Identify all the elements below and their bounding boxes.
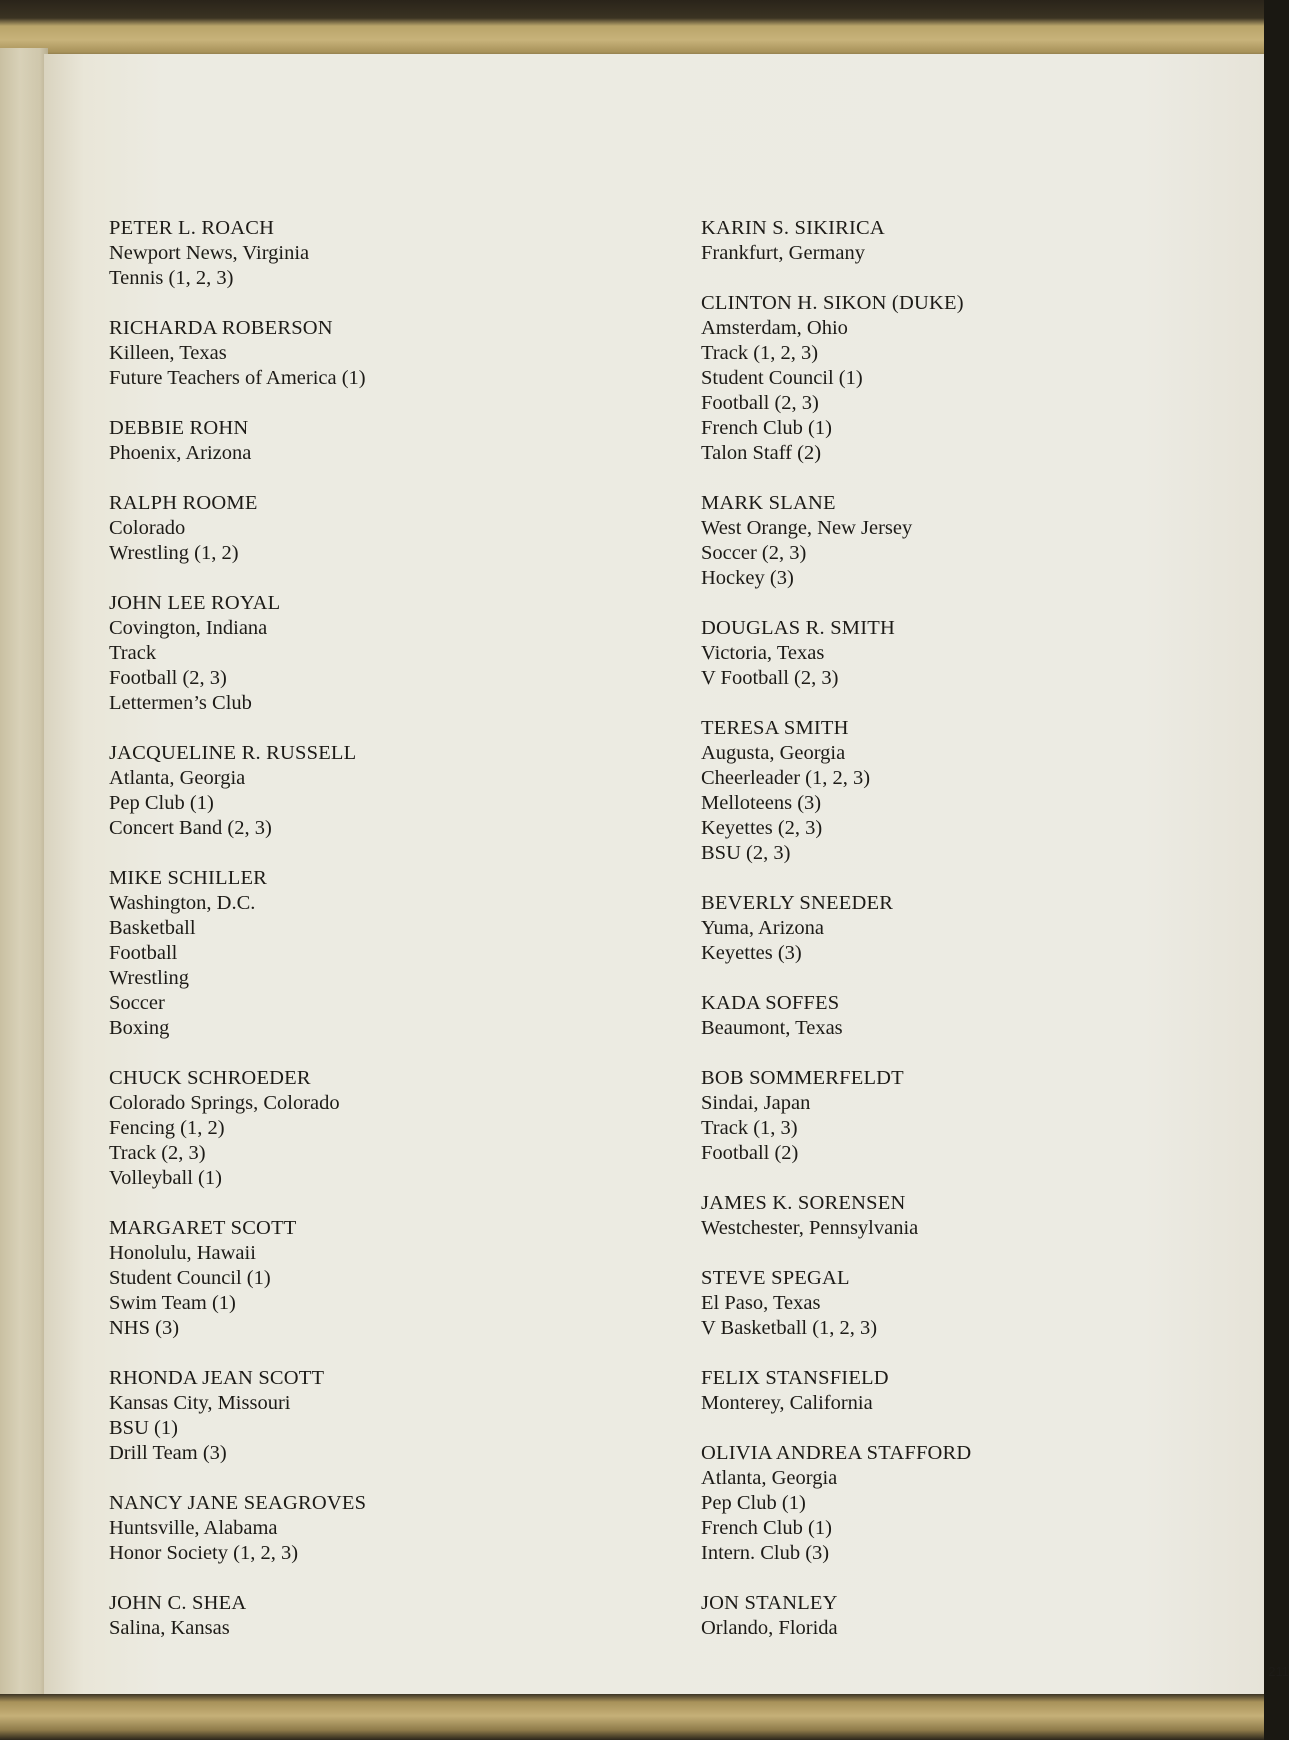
student-entry: [701, 1366, 1261, 1416]
student-name: DOUGLAS R. SMITH: [701, 617, 895, 639]
entry-line: Colorado Springs, Colorado: [109, 1092, 340, 1114]
entry-line: Covington, Indiana: [109, 617, 268, 639]
entry-line: Wrestling (1, 2): [109, 542, 239, 564]
entry-line: Atlanta, Georgia: [109, 767, 246, 789]
entry-line: V Football (2, 3): [701, 667, 839, 689]
entry-line: Amsterdam, Ohio: [701, 317, 848, 339]
entry-line: Volleyball (1): [109, 1167, 222, 1189]
student-name: MIKE SCHILLER: [109, 867, 268, 889]
entry-line: Talon Staff (2): [701, 442, 822, 464]
entry-line: Frankfurt, Germany: [701, 242, 865, 264]
student-entry: [109, 416, 669, 466]
student-name: KADA SOFFES: [701, 992, 840, 1014]
student-entry: [109, 866, 669, 1041]
student-entry: [701, 991, 1261, 1041]
student-entry: [701, 891, 1261, 966]
student-name: FELIX STANSFIELD: [701, 1367, 889, 1389]
bottom-binding: [0, 1694, 1264, 1740]
entry-line: Football (2): [701, 1142, 799, 1164]
entry-line: Hockey (3): [701, 567, 794, 589]
entry-line: Augusta, Georgia: [701, 742, 846, 764]
student-entry: [701, 216, 1261, 266]
entry-line: Drill Team (3): [109, 1442, 227, 1464]
entry-line: Soccer: [109, 992, 165, 1014]
entry-line: Yuma, Arizona: [701, 917, 824, 939]
student-name: BEVERLY SNEEDER: [701, 892, 894, 914]
entry-line: Future Teachers of America (1): [109, 367, 366, 389]
entry-line: Keyettes (3): [701, 942, 802, 964]
entry-line: Student Council (1): [109, 1267, 271, 1289]
entry-line: Westchester, Pennsylvania: [701, 1217, 919, 1239]
entry-line: Track: [109, 642, 157, 664]
entry-line: Fencing (1, 2): [109, 1117, 225, 1139]
student-name: JOHN C. SHEA: [109, 1592, 247, 1614]
entry-line: Phoenix, Arizona: [109, 442, 252, 464]
student-entry: [701, 1441, 1261, 1566]
entry-line: Salina, Kansas: [109, 1617, 230, 1639]
entry-line: Pep Club (1): [109, 792, 214, 814]
page-number: 211: [1268, 1664, 1289, 1679]
entry-line: Orlando, Florida: [701, 1617, 838, 1639]
entry-line: Intern. Club (3): [701, 1542, 830, 1564]
student-name: JOHN LEE ROYAL: [109, 592, 281, 614]
student-name: OLIVIA ANDREA STAFFORD: [701, 1442, 972, 1464]
entry-line: V Basketball (1, 2, 3): [701, 1317, 878, 1339]
entry-line: Football: [109, 942, 178, 964]
student-name: JAMES K. SORENSEN: [701, 1192, 906, 1214]
student-name: MARK SLANE: [701, 492, 836, 514]
student-entry: [701, 616, 1261, 691]
top-binding: [0, 0, 1264, 58]
student-entry: [701, 1191, 1261, 1241]
student-name: JON STANLEY: [701, 1592, 838, 1614]
student-name: JACQUELINE R. RUSSELL: [109, 742, 357, 764]
student-name: CLINTON H. SIKON (DUKE): [701, 292, 964, 314]
entry-line: Melloteens (3): [701, 792, 822, 814]
student-name: MARGARET SCOTT: [109, 1217, 297, 1239]
entry-line: Beaumont, Texas: [701, 1017, 843, 1039]
entry-line: Boxing: [109, 1017, 170, 1039]
entry-line: Student Council (1): [701, 367, 863, 389]
page: [44, 54, 1289, 1696]
entry-line: Pep Club (1): [701, 1492, 806, 1514]
entry-line: Honolulu, Hawaii: [109, 1242, 256, 1264]
student-name: RICHARDA ROBERSON: [109, 317, 333, 339]
entry-line: Honor Society (1, 2, 3): [109, 1542, 299, 1564]
student-entry: [109, 1591, 669, 1641]
student-name: BOB SOMMERFELDT: [701, 1067, 904, 1089]
entry-line: Track (1, 3): [701, 1117, 798, 1139]
entry-line: Football (2, 3): [109, 667, 227, 689]
student-entry: [701, 291, 1261, 466]
student-entry: [109, 741, 669, 841]
student-name: RHONDA JEAN SCOTT: [109, 1367, 325, 1389]
entry-line: Victoria, Texas: [701, 642, 825, 664]
entry-line: El Paso, Texas: [701, 1292, 821, 1314]
student-name: PETER L. ROACH: [109, 217, 275, 239]
student-name: CHUCK SCHROEDER: [109, 1067, 311, 1089]
student-entry: [109, 316, 669, 391]
entry-line: BSU (2, 3): [701, 842, 791, 864]
student-entry: [109, 1366, 669, 1466]
entry-line: Concert Band (2, 3): [109, 817, 272, 839]
student-entry: [701, 1066, 1261, 1166]
student-entry: [109, 1216, 669, 1341]
student-entry: [109, 1491, 669, 1566]
student-entry: [701, 1591, 1261, 1641]
entry-line: Colorado: [109, 517, 186, 539]
entry-line: Lettermen’s Club: [109, 692, 252, 714]
entry-line: Huntsville, Alabama: [109, 1517, 278, 1539]
entry-line: Track (1, 2, 3): [701, 342, 819, 364]
entry-line: NHS (3): [109, 1317, 180, 1339]
entry-line: Monterey, California: [701, 1392, 873, 1414]
student-entry: [109, 1066, 669, 1191]
student-name: RALPH ROOME: [109, 492, 258, 514]
entry-line: Tennis (1, 2, 3): [109, 267, 234, 289]
student-entry: [701, 1266, 1261, 1341]
student-name: STEVE SPEGAL: [701, 1267, 850, 1289]
entry-line: Keyettes (2, 3): [701, 817, 823, 839]
entry-line: Swim Team (1): [109, 1292, 236, 1314]
student-entry: [109, 491, 669, 566]
entry-line: Track (2, 3): [109, 1142, 206, 1164]
student-name: NANCY JANE SEAGROVES: [109, 1492, 367, 1514]
entry-line: Football (2, 3): [701, 392, 819, 414]
entry-line: Cheerleader (1, 2, 3): [701, 767, 871, 789]
entry-line: Washington, D.C.: [109, 892, 256, 914]
student-entry: [701, 491, 1261, 591]
student-name: KARIN S. SIKIRICA: [701, 217, 885, 239]
student-entry: [109, 216, 669, 291]
entry-line: French Club (1): [701, 1517, 832, 1539]
entry-line: French Club (1): [701, 417, 832, 439]
entry-line: Kansas City, Missouri: [109, 1392, 291, 1414]
entry-line: West Orange, New Jersey: [701, 517, 913, 539]
entry-line: Soccer (2, 3): [701, 542, 807, 564]
entry-line: Sindai, Japan: [701, 1092, 811, 1114]
student-entry: [701, 716, 1261, 866]
entry-line: Basketball: [109, 917, 196, 939]
student-entry: [109, 591, 669, 716]
entry-line: Wrestling: [109, 967, 190, 989]
student-name: TERESA SMITH: [701, 717, 849, 739]
page-edge: [0, 48, 48, 1700]
entry-line: BSU (1): [109, 1417, 178, 1439]
entry-line: Atlanta, Georgia: [701, 1467, 838, 1489]
entry-line: Newport News, Virginia: [109, 242, 310, 264]
entry-line: Killeen, Texas: [109, 342, 227, 364]
student-name: DEBBIE ROHN: [109, 417, 249, 439]
